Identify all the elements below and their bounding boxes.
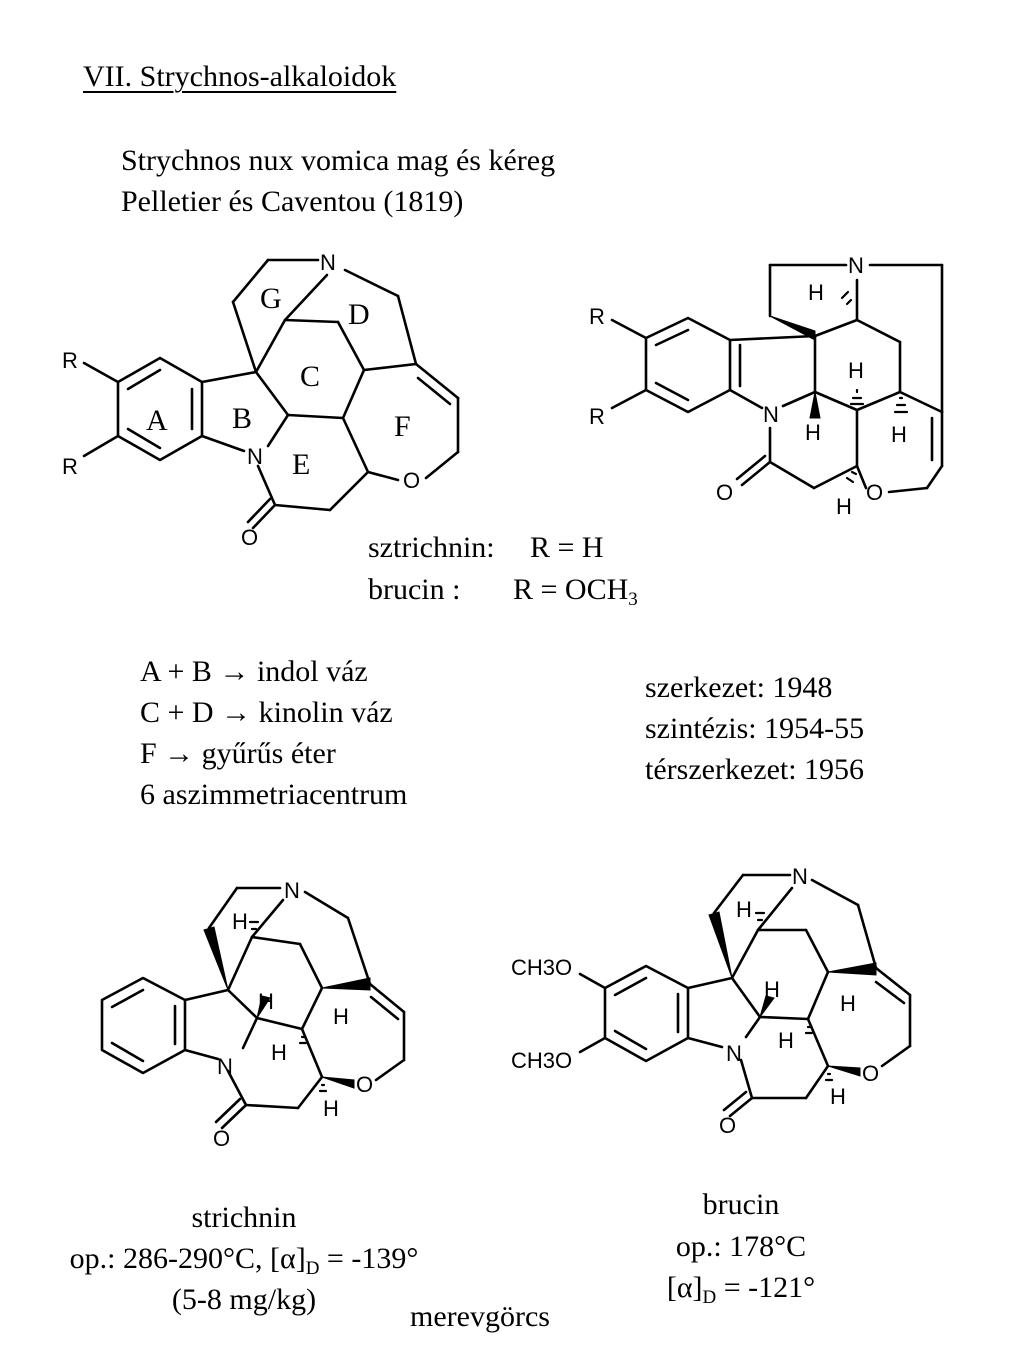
h-atom-15: H [830,1084,846,1109]
brucine-caption-rotation: $[\alpha]_D = -121^\circ$ [666,1271,816,1308]
history-synthesis: szintézis: 1954-55 [645,712,865,745]
note-indole: A + B → indol váz [140,655,368,688]
strychnine-substituent-name: sztrichnin: [368,531,495,564]
h-atom-2: H [848,358,864,383]
n-atom-3: N [848,253,864,278]
strychnine-caption-properties: op.: 286-290°C, $[\alpha]_D = -139^\circ$ [69,1242,419,1279]
n-atom-4: N [763,402,779,427]
o-atom-5: O [356,1072,374,1097]
h-atom-6: H [232,909,248,934]
n-atom-8: N [726,1041,742,1066]
h-atom-3: H [805,420,821,445]
h-atom-4: H [891,422,907,447]
ring-label-f: F [394,410,411,443]
note-quinoline: C + D → kinolin váz [140,696,393,729]
h-atom-5: H [836,494,852,519]
o-atom-4: O [716,480,734,505]
methoxy-group-2: CH3O [511,1048,573,1073]
strychnine-substituent-r: R = H [530,531,604,564]
o-atom-1: O [403,468,421,493]
ring-label-b: B [232,402,253,435]
o-atom-3: O [866,480,884,505]
n-atom-2: N [247,444,263,469]
r-group-1: R [62,348,78,373]
h-atom-12: H [764,977,780,1002]
n-atom-5: N [284,878,300,903]
methoxy-group-1: CH3O [511,955,573,980]
brucine-caption-mp: op.: 178°C [675,1230,807,1263]
n-atom-1: N [320,250,336,275]
o-atom-2: O [241,525,259,550]
effect-caption: merevgörcs [410,1300,550,1333]
ring-label-a: A [146,404,168,437]
h-atom-1: H [808,280,824,305]
source-line-2: Pelletier és Caventou (1819) [121,185,464,218]
brucine-caption-name: brucin [702,1188,780,1221]
h-atom-7: H [258,989,274,1014]
brucine-substituent-r: $R = OCH_3$ [513,573,638,610]
h-atom-13: H [840,991,856,1016]
r-group-4: R [589,404,605,429]
ring-label-e: E [292,448,311,481]
ring-label-d: D [348,298,370,331]
h-atom-14: H [778,1028,794,1053]
n-atom-6: N [217,1054,233,1079]
r-group-3: R [589,304,605,329]
o-atom-8: O [719,1113,737,1138]
source-line-1: Strychnos nux vomica mag és kéreg [121,144,556,177]
ring-label-c: C [300,360,321,393]
h-atom-11: H [736,897,752,922]
h-atom-8: H [333,1004,349,1029]
n-atom-7: N [792,864,808,889]
strychnine-caption-name: strichnin [191,1201,297,1234]
r-group-2: R [62,454,78,479]
strychnine-caption-dose: (5-8 mg/kg) [171,1283,317,1316]
ring-label-g: G [260,282,282,315]
page-title: VII. Strychnos-alkaloidok [83,60,397,93]
history-structure: szerkezet: 1948 [645,671,833,704]
o-atom-6: O [213,1126,231,1151]
note-asymmetric-centres: 6 aszimmetriacentrum [140,778,408,811]
note-ether: F → gyűrűs éter [140,737,336,770]
o-atom-7: O [862,1061,880,1086]
brucine-substituent-name: brucin : [368,573,461,606]
h-atom-9: H [271,1040,287,1065]
history-stereo: térszerkezet: 1956 [645,753,865,786]
h-atom-10: H [323,1096,339,1121]
